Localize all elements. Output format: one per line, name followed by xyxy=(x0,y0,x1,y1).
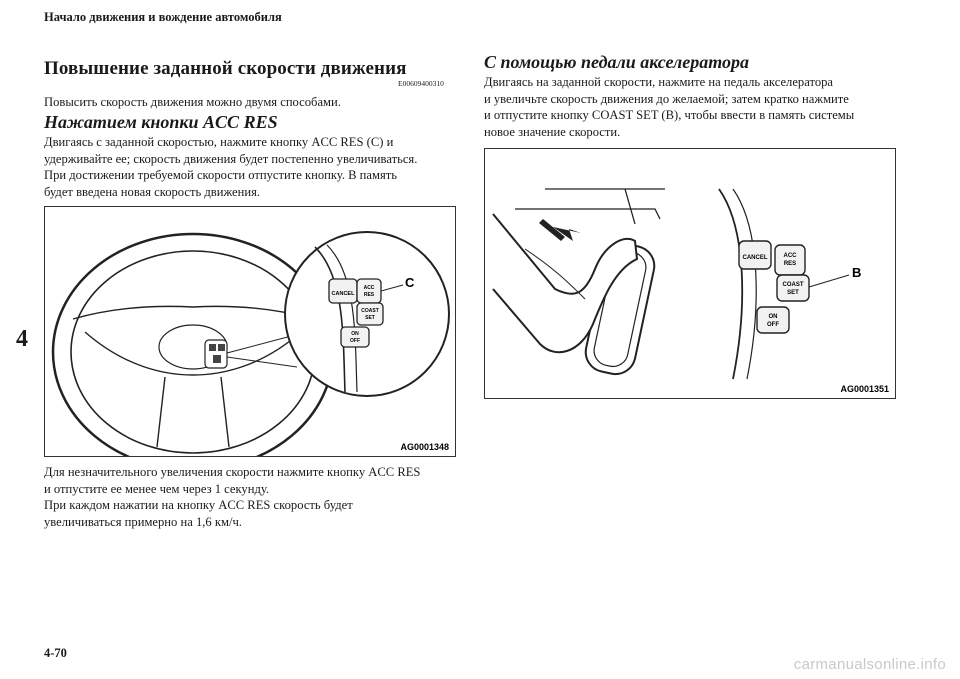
acc-label: ACC xyxy=(363,285,375,291)
text-line: новое значение скорости. xyxy=(484,124,621,139)
right-paragraph-1 xyxy=(484,74,854,140)
on-off-button-illustration xyxy=(341,327,369,347)
section-intro: Повысить скорость движения можно двумя способами. xyxy=(44,95,341,109)
left-paragraph-1 xyxy=(44,134,417,200)
callout-c: C xyxy=(405,275,415,290)
acc-res-button-illustration xyxy=(775,245,805,275)
right-subtitle: С помощью педали акселератора xyxy=(484,52,749,72)
off-label: OFF xyxy=(767,322,779,328)
text-line: Двигаясь на заданной скорости, нажмите на педаль акселератора xyxy=(484,75,834,89)
acc-label: ACC xyxy=(783,253,797,259)
text-line: удерживайте ее; скорость движения будет постепенно увеличиваться. xyxy=(44,151,418,166)
coast-set-button-illustration xyxy=(357,303,383,325)
section-title: Повышение заданной скорости движения xyxy=(44,58,407,79)
coast-label: COAST xyxy=(782,282,804,288)
coast-set-button-illustration xyxy=(777,275,809,301)
running-head: Начало движения и вождение автомобиля xyxy=(44,10,282,24)
cancel-label: CANCEL xyxy=(742,255,768,261)
watermark: carmanualsonline.info xyxy=(793,656,946,673)
left-subtitle: Нажатием кнопки ACC RES xyxy=(44,112,278,132)
text-line: Двигаясь с заданной скоростью, нажмите кнопку ACC RES (C) и xyxy=(44,135,394,149)
on-off-button-illustration xyxy=(757,307,789,333)
text-line: и отпустите кнопку COAST SET (B), чтобы ввести в память системы xyxy=(484,108,855,122)
text-line: При достижении требуемой скорости отпустите кнопку. В память xyxy=(44,168,398,182)
page-number: 4-70 xyxy=(44,646,67,660)
cancel-label: CANCEL xyxy=(331,291,355,297)
figure-code: AG0001348 xyxy=(400,442,449,452)
pedal-switch-illustration xyxy=(485,149,895,398)
text-line: При каждом нажатии на кнопку ACC RES скорость будет xyxy=(44,498,353,512)
set-label: SET xyxy=(787,290,799,296)
figure-pedal-switch xyxy=(484,148,896,399)
res-label: RES xyxy=(363,292,375,298)
steering-wheel-illustration xyxy=(45,207,455,456)
on-label: ON xyxy=(768,314,778,320)
acc-res-button-illustration xyxy=(357,279,381,303)
text-line: увеличиваться примерно на 1,6 км/ч. xyxy=(44,514,242,529)
off-label: OFF xyxy=(350,338,360,344)
text-line: Для незначительного увеличения скорости нажмите кнопку ACC RES xyxy=(44,465,421,479)
text-line: и увеличьте скорость движения до желаемой; затем кратко нажмите xyxy=(484,91,849,106)
set-label: SET xyxy=(365,315,375,321)
text-line: будет введена новая скорость движения. xyxy=(44,184,261,199)
res-label: RES xyxy=(783,261,797,267)
left-paragraph-2 xyxy=(44,464,420,530)
section-code: E00609400310 xyxy=(398,79,444,88)
on-label: ON xyxy=(351,331,359,337)
figure-steering-wheel xyxy=(44,206,456,457)
chapter-tab: 4 xyxy=(16,326,28,352)
figure-code: AG0001351 xyxy=(840,384,889,394)
text-line: и отпустите ее менее чем через 1 секунду. xyxy=(44,481,270,496)
callout-b: B xyxy=(852,265,862,280)
coast-label: COAST xyxy=(361,308,379,314)
